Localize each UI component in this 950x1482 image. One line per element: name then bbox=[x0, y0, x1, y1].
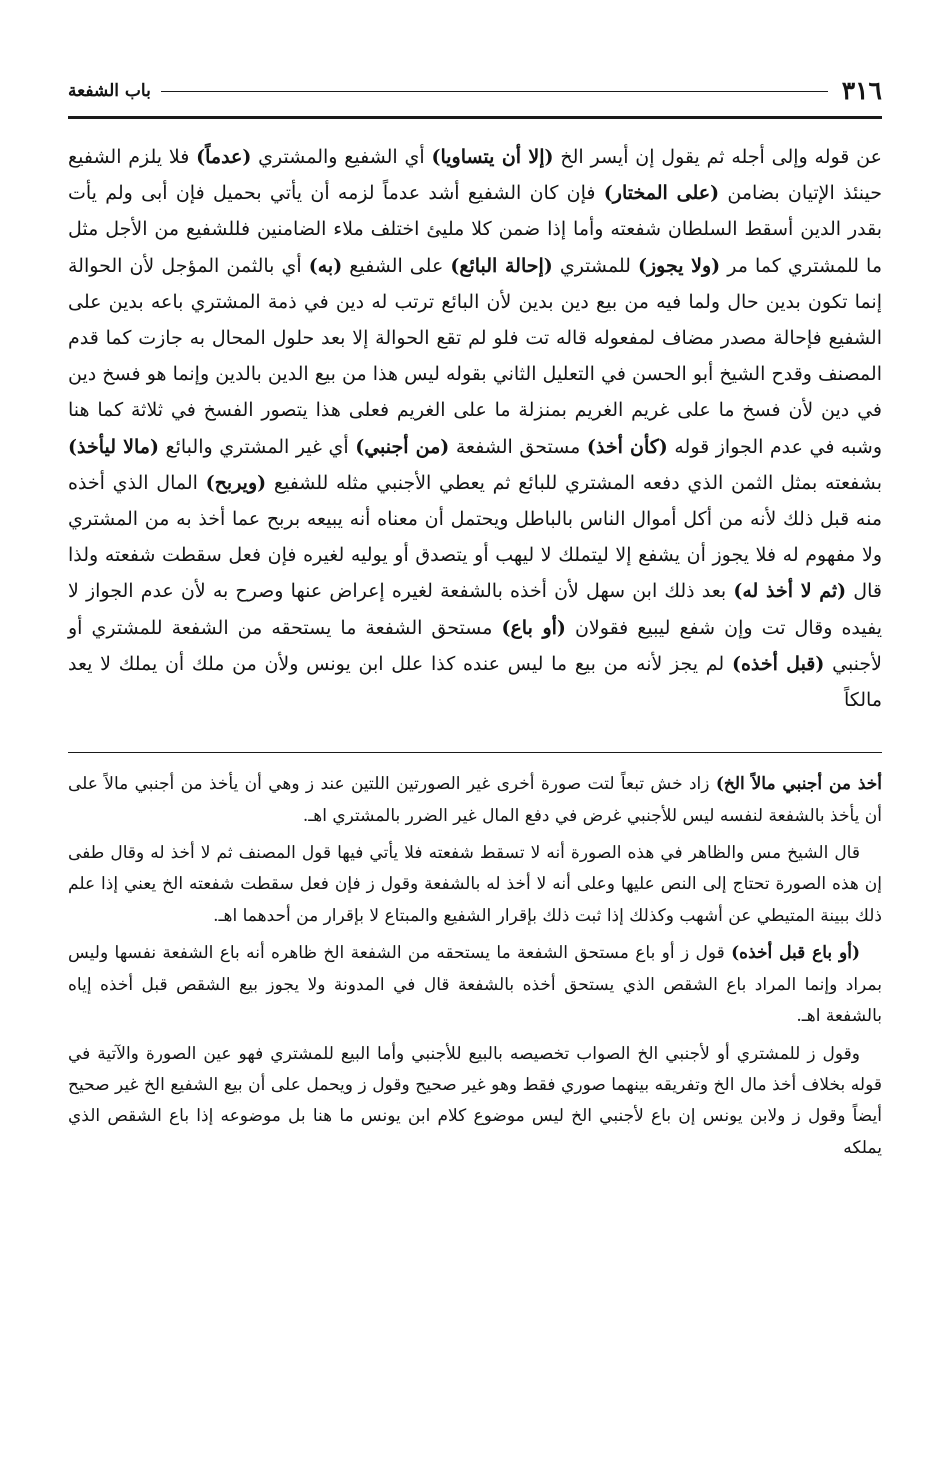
main-text bbox=[68, 139, 882, 718]
commentary-text: أي بالثمن المؤجل لأن الحوالة إنما تكون بدين حال ولما فيه من بيع دين بدين لأن البائع ترتب له دين في ذمة المشتري باعه بدين على الشفيع فإحالة مصدر مضاف لمفعوله قاله تت فلو لم تقع الحوالة إلا بعد حلول المحال به جازت كما قدم المصنف وقدح الشيخ أبو الحسن في التعليل الثاني بقوله ليس هذا من بيع الدين بالدين وإنما هو فسخ دين في دين لأن فسخ ما على غريم الغريم بمنزلة ما على الغريم فعلى هذا يتصور الفسخ في ثلاثة كما هنا وشبه في عدم الجواز قوله bbox=[68, 254, 883, 458]
commentary-text: بشفعته بمثل الثمن الذي دفعه المشتري للبائع ثم يعطي الأجنبي مثله للشفيع bbox=[266, 471, 882, 494]
header-divider bbox=[68, 116, 882, 119]
footnote-lemma: أخذ من أجنبي مالاً الخ) bbox=[715, 774, 882, 795]
commentary-text: للمشتري bbox=[552, 254, 638, 277]
commentary-text: مستحق الشفعة ما يستحقه من الشفعة للمشتري أو لأجنبي bbox=[68, 616, 882, 675]
footnotes bbox=[68, 769, 882, 1164]
header-rule bbox=[161, 91, 828, 92]
page-number: ٣١٦ bbox=[841, 76, 882, 105]
commentary-text: أي غير المشتري والبائع bbox=[158, 435, 356, 458]
matn-phrase: (عدماً) bbox=[196, 146, 252, 168]
footnote-text: زاد خش تبعاً لتت صورة أخرى غير الصورتين اللتين عند ز وهي أن يأخذ من أجنبي مالاً على أن يأخذ بالشفعة لنفسه ليس للأجنبي غرض في دفع المال غير الضرر بالمشتري اهـ. bbox=[68, 774, 882, 826]
footnote-paragraph bbox=[68, 938, 882, 1032]
matn-phrase: (به) bbox=[308, 254, 343, 277]
commentary-text: مستحق الشفعة bbox=[449, 435, 587, 458]
footnote-text: قول ز أو باع مستحق الشفعة ما يستحقه من الشفعة الخ ظاهره أنه باع الشفعة نفسها وليس بمراد وإنما المراد باع الشقص الذي يستحق أخذه بالشفعة قال في المدونة ولا يجوز بيع الشقص قبل أخذه إياه بالشفعة اهـ. bbox=[68, 943, 882, 1027]
matn-phrase: (كأن أخذ) bbox=[586, 435, 668, 458]
footnote-paragraph bbox=[68, 769, 882, 832]
matn-phrase: (قبل أخذه) bbox=[731, 652, 825, 675]
matn-phrase: (إلا أن يتساويا) bbox=[431, 146, 554, 168]
commentary-text: لم يجز لأنه من بيع ما ليس عنده كذا علل ابن يونس ولأن من ملك أن يملك لا يعد مالكاً bbox=[68, 652, 882, 712]
footnote-paragraph bbox=[68, 838, 882, 932]
footnote-paragraph bbox=[68, 1039, 882, 1165]
commentary-text: فلا يلزم الشفيع حينئذ الإتيان بضامن bbox=[68, 146, 882, 205]
matn-phrase: (مالا ليأخذ) bbox=[68, 435, 159, 458]
footnote-text: قال الشيخ مس والظاهر في هذه الصورة أنه لا تسقط شفعته فلا يأتي فيها قول المصنف ثم لا أخذ له وقال طفى إن هذه الصورة تحتاج إلى النص عليها وعلى أنه لا أخذ له بالشفعة وقول ز فإن فعل سقطت شفعته الخ يعني إذا علم ذلك ببينة المتيطي عن أشهب وكذلك إذا ثبت ذلك بإقرار الشفيع والمبتاع لا بإقرار من أحدهما اهـ. bbox=[68, 843, 882, 926]
matn-phrase: (أو باع) bbox=[501, 616, 566, 639]
matn-phrase: (إحالة البائع) bbox=[450, 254, 553, 277]
matn-phrase: (من أجنبي) bbox=[355, 435, 450, 458]
matn-phrase: (ويربح) bbox=[205, 471, 267, 494]
chapter-title: باب الشفعة bbox=[68, 81, 151, 101]
commentary-text: بعد ذلك ابن سهل لأن أخذه بالشفعة لغيره إعراض عنها وصرح به لأن عدم الجواز لا يفيده وقال تت وإن شفع ليبيع فقولان bbox=[68, 580, 882, 639]
commentary-text: على الشفيع bbox=[342, 254, 451, 277]
commentary-text: المال الذي أخذه منه قبل ذلك لأنه من أكل أموال الناس بالباطل ويحتمل أن معناه أنه يبيعه بربح عما أخذ به من المشتري ولا مفهوم له فلا يجوز أن يشفع إلا ليتملك لا ليهب أو يتصدق أو يوليه لغيره فإن فعل سقطت شفعته ولذا قال bbox=[68, 471, 882, 603]
page-header bbox=[68, 74, 882, 108]
footnote-divider bbox=[68, 752, 882, 753]
commentary-text: فإن كان الشفيع أشد عدماً لزمه أن يأتي بحميل فإن أبى ولم يأت بقدر الدين أسقط السلطان شفعته وأما إذا ضمن كلا مليئ اختلف ملاء الضامنين فللشفيع من الأجل مثل ما للمشتري كما مر bbox=[68, 182, 883, 277]
matn-phrase: (ولا يجوز) bbox=[638, 254, 721, 277]
matn-phrase: (على المختار) bbox=[603, 182, 720, 205]
commentary-text: أي الشفيع والمشتري bbox=[251, 146, 432, 168]
book-page bbox=[68, 74, 882, 1170]
commentary-text: عن قوله وإلى أجله ثم يقول إن أيسر الخ bbox=[553, 146, 882, 168]
footnote-lemma: (أو باع قبل أخذه) bbox=[731, 943, 860, 964]
footnote-text: وقول ز للمشتري أو لأجنبي الخ الصواب تخصيصه بالبيع للأجنبي وأما البيع للمشتري فهو عين الصورة والآتية في قوله بخلاف أخذ مال الخ وتفريقه بينهما صوري فقط وهو غير صحيح وقول ز ويحمل على أن بيع الشفيع الخ غير صحيح أيضاً وقول ز ولابن يونس إن باع لأجنبي الخ ليس موضوع كلام ابن يونس ما هنا بل موضوعه إذا باع الشقص الذي يملكه bbox=[68, 1043, 882, 1158]
matn-phrase: (ثم لا أخذ له) bbox=[733, 580, 847, 603]
